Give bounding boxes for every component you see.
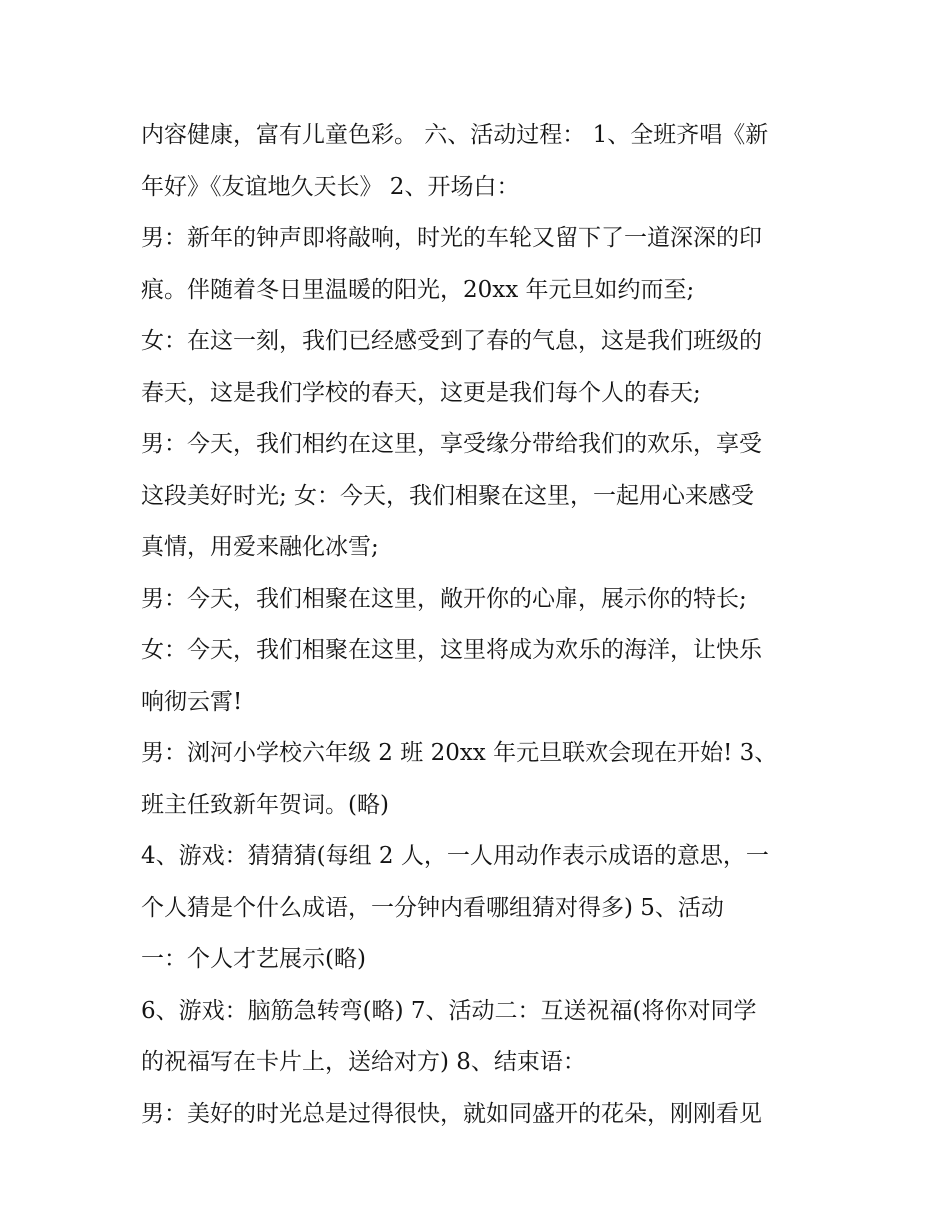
- text-line: 年好》《友谊地久天长》 2、开场白：: [141, 173, 520, 200]
- text-line: 4、游戏：猜猜猜(每组 2 人，一人用动作表示成语的意思，一: [141, 843, 769, 869]
- text-line: 这段美好时光; 女：今天，我们相聚在这里，一起用心来感受: [141, 482, 755, 509]
- text-line: 的祝福写在卡片上，送给对方) 8、结束语：: [141, 1049, 586, 1075]
- text-line: 男：今天，我们相聚在这里，敞开你的心扉，展示你的特长;: [141, 585, 747, 612]
- text-line: 春天，这是我们学校的春天，这更是我们每个人的春天;: [141, 379, 701, 406]
- text-line: 个人猜是个什么成语，一分钟内看哪组猜对得多) 5、活动: [141, 894, 724, 921]
- document-body: [141, 110, 821, 1140]
- text-line: 男：美好的时光总是过得很快，就如同盛开的花朵，刚刚看见: [141, 1100, 762, 1127]
- text-line: 男：新年的钟声即将敲响，时光的车轮又留下了一道深深的印: [141, 225, 762, 251]
- text-line: 内容健康，富有儿童色彩。 六、活动过程： 1、全班齐唱《新: [141, 122, 769, 148]
- text-line: 一：个人才艺展示(略): [141, 946, 366, 972]
- text-line: 痕。伴随着冬日里温暖的阳光，20xx 年元旦如约而至;: [141, 276, 695, 303]
- text-line: 响彻云霄!: [141, 688, 243, 715]
- text-line: 真情，用爱来融化冰雪;: [141, 534, 379, 560]
- text-line: 女：在这一刻，我们已经感受到了春的气息，这是我们班级的: [141, 328, 762, 354]
- text-line: 6、游戏：脑筋急转弯(略) 7、活动二：互送祝福(将你对同学: [141, 997, 757, 1024]
- text-line: 班主任致新年贺词。(略): [141, 791, 389, 818]
- text-line: 女：今天，我们相聚在这里，这里将成为欢乐的海洋，让快乐: [141, 637, 762, 663]
- text-line: 男：浏河小学校六年级 2 班 20xx 年元旦联欢会现在开始! 3、: [141, 740, 778, 766]
- text-line: 男：今天，我们相约在这里，享受缘分带给我们的欢乐，享受: [141, 431, 762, 457]
